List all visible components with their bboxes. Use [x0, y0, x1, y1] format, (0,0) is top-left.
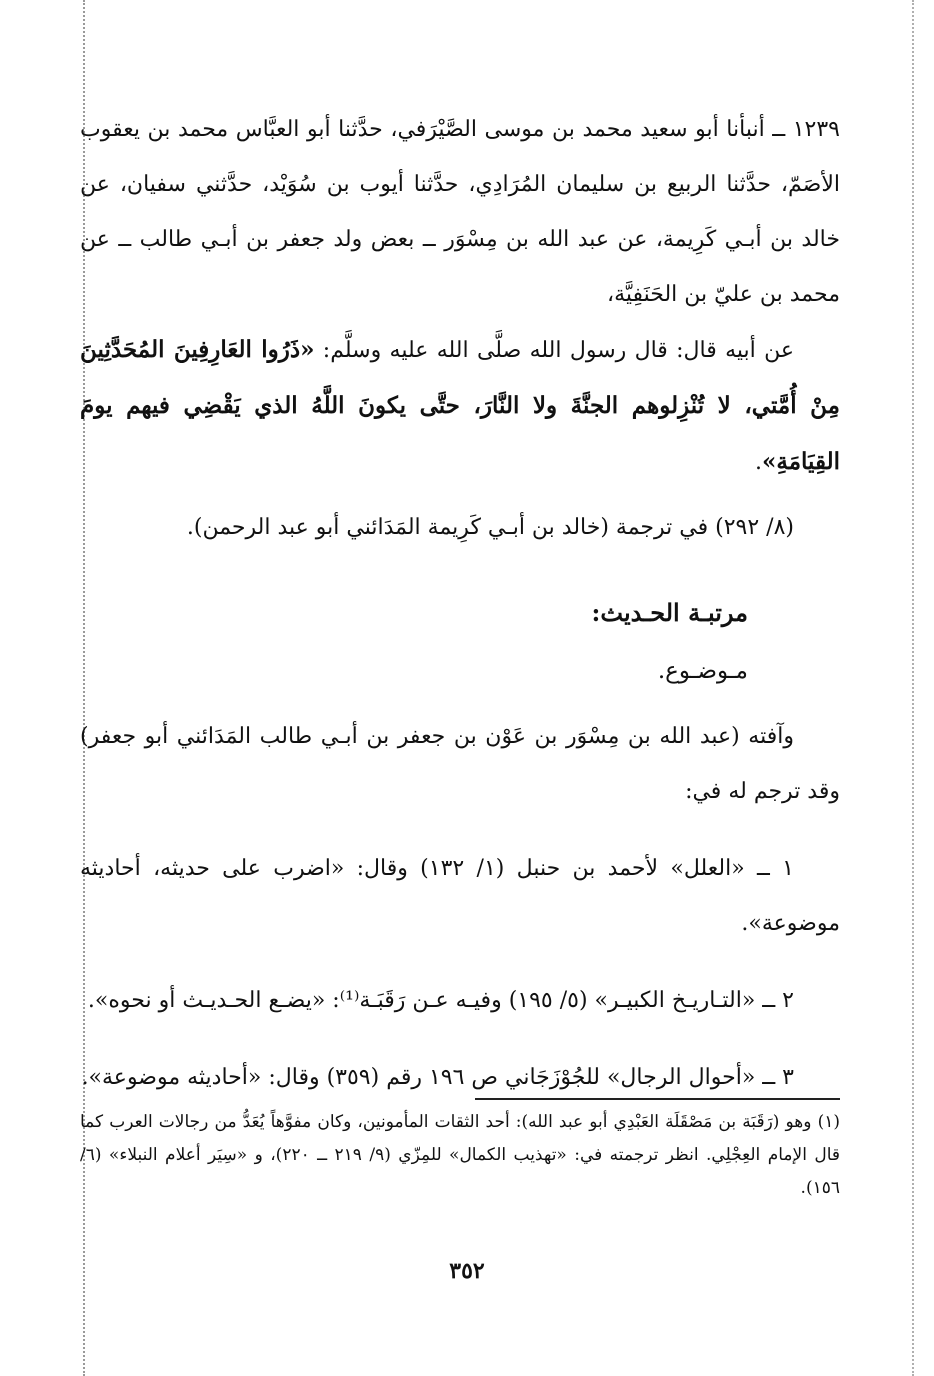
- footnotes-section: [80, 1106, 840, 1205]
- hadith-matn-end: .: [754, 450, 762, 475]
- footnote-separator: [475, 1098, 840, 1100]
- hadith-matn-paragraph: [80, 322, 840, 490]
- hadith-isnad-paragraph: ١٢٣٩ ــ أنبأنا أبو سعيد محمد بن موسى الصَّيْرَفي، حدَّثنا أبو العبَّاس محمد بن يعقوب الأصَمّ، حدَّثنا الربيع بن سليمان المُرَادِي، حدَّثنا أيوب بن سُوَيْد، حدَّثني سفيان، عن خالد بن أبـي كَرِيمة، عن عبد الله بن مِسْوَر ــ بعض ولد جعفر بن أبـي طالب ــ عن محمد بن عليّ بن الحَنَفِيَّة،: [80, 117, 840, 307]
- footnote-1: (١) وهو (رَقَبَة بن مَصْقَلَة العَبْدِي أبو عبد الله): أحد الثقات المأمونين، وكان مفوَّهاً يُعَدُّ من رجالات العرب كما قال الإمام العِجْلِي. انظر ترجمته في: «تهذيب الكمال» للمِزّي (٩/ ٢١٩ ــ ٢٢٠)، و «سِيَر أعلام النبلاء» (٦/ ١٥٦).: [80, 1112, 840, 1198]
- reference-item-3: ٣ ــ «أحوال الرجال» للجُوْزَجَاني ص ١٩٦ رقم (٣٥٩) وقال: «أحاديثه موضوعة».: [81, 1065, 794, 1090]
- discussion-paragraph: وآفته (عبد الله بن مِسْوَر بن عَوْن بن جعفر بن أبـي طالب المَدَائني أبو جعفر) وقد ترجم له في:: [80, 724, 840, 804]
- source-reference: (٨/ ٢٩٢) في ترجمة (خالد بن أبـي كَرِيمة المَدَائني أبو عبد الرحمن).: [186, 515, 794, 540]
- hadith-matn-intro: عن أبيه قال: قال رسول الله صلَّى الله عليه وسلَّم:: [314, 338, 794, 363]
- page-number: ٣٥٢: [449, 1258, 485, 1284]
- page-body: [80, 102, 840, 1105]
- reference-item-1: ١ ــ «العلل» لأحمد بن حنبل (١/ ١٣٢) وقال: «اضرب على حديثه، أحاديثه موضوعة».: [80, 856, 840, 936]
- grading-heading: مرتبـة الحـديث:: [591, 598, 748, 627]
- right-margin-dotted-line: [912, 0, 914, 1376]
- grading-verdict: مـوضـوع.: [657, 658, 748, 684]
- reference-item-2: ٢ ــ «التـاريـخ الكبيـر» (٥/ ١٩٥) وفيـه عـن رَقَبَـة⁽¹⁾: «يضـع الحـديـث أو نحوه».: [87, 988, 794, 1013]
- hadith-matn-text: «ذَرُوا العَارِفِينَ المُحَدَّثِينَ مِنْ أُمَّتي، لا تُنْزِلوهم الجنَّةَ ولا النَّارَ، حتَّى يكونَ اللَّهُ الذي يَقْضِي فيهم يومَ القِيَامَةِ»: [80, 336, 840, 475]
